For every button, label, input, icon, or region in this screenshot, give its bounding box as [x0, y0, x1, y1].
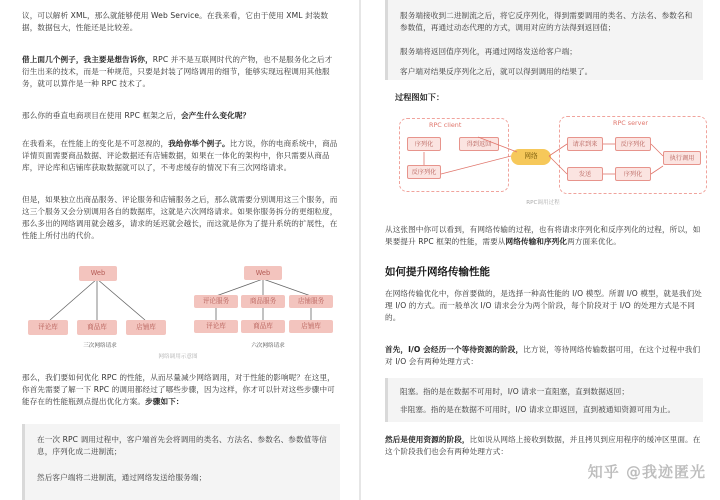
paragraph-rpc-definition [22, 54, 340, 90]
diagram1-store-box: 店铺库 [126, 320, 166, 335]
text-rest: RPC 并不是互联网时代的产物，也不是服务化之后才衍生出来的技术，而是一种规范，只要是封装了网络调用的细节，能够实现远程调用其他服务，就可以算作是一种 RPC 技术了。 [22, 55, 333, 88]
paragraph-io-model: 在网络传输优化中，你首要做的，是选择一种高性能的 I/O 模型。所谓 I/O 模型，就是我们处理 I/O 的方式。而一般单次 I/O 请求会分为两个阶段，每个阶段对于 I/O 的处理方式是不同的。 [385, 289, 702, 322]
bold-lead: 借上面几个例子，我主要是想告诉你， [22, 55, 153, 64]
client-box: 反序列化 [407, 165, 441, 179]
paragraph-flow-summary [385, 224, 703, 248]
paragraph-use-stage [385, 434, 703, 458]
diagram2-store-box: 店铺库 [289, 320, 333, 333]
diagram1-store-box: 评论库 [28, 320, 68, 335]
quote-nonblocking: 非阻塞。指的是在数据不可用时，I/O 请求立即返回，直到被通知资源可用为止。 [400, 405, 676, 414]
text-pre: 在我看来，在性能上的变化是不可忽视的， [22, 139, 169, 148]
quote-block [22, 424, 340, 500]
server-box: 反序列化 [615, 137, 651, 151]
quote-step1: 在一次 RPC 调用过程中，客户端首先会将调用的类名、方法名、参数名、参数值等信息，序列化成二进制流； [37, 435, 327, 456]
server-box: 发送 [567, 167, 603, 181]
text-pre: 从这张图中你可以看到，有网络传输的过程，也有将请求序列化和反序列化的过程，所以，如果要提升 RPC 框架的性能，需要从 [385, 225, 701, 246]
bold-wait: 首先，I/O 会经历一个等待资源的阶段， [385, 345, 524, 354]
text-pre: 那么，我们要如何优化 RPC 的性能，从而尽量减少网络调用，对于性能的影响呢？在这里，你首先需要了解一下 RPC 的调用都经过了哪些步骤，因为这样，你才可以针对这些步骤中可能存在的性能瓶颈点提出优化方案。 [22, 373, 335, 406]
paragraph-optimize [22, 372, 340, 408]
quote-step4: 服务端将返回值序列化，再通过网络发送给客户端； [400, 47, 577, 56]
text-post: 两方面来优化。 [567, 237, 621, 246]
diagram2-service-box: 商品服务 [241, 295, 285, 308]
bold-example: 我给你举个例子。 [168, 139, 230, 148]
bold-question: 会产生什么变化呢？ [180, 111, 251, 120]
quote-step5: 客户端对结果反序列化之后，就可以得到调用的结果了。 [400, 67, 593, 76]
diagram-watermark: 网络调用示意图 [158, 354, 198, 360]
quote-step3: 服务端接收到二进制流之后，将它反序列化，得到需要调用的类名、方法名、参数名和参数值，再通过动态代理的方式，调用对应的方法得到返回值； [400, 11, 693, 32]
bold-optimize: 网络传输和序列化 [505, 237, 568, 246]
process-title: 过程图如下： [395, 92, 445, 102]
diagram1-caption: 三次网络请求 [83, 343, 117, 349]
section-heading: 如何提升网络传输性能 [385, 266, 490, 278]
client-box: 序列化 [407, 137, 441, 151]
bold-use: 然后是使用资源的阶段， [385, 435, 470, 444]
flow-arrows [399, 116, 709, 196]
diagram2-store-box: 评论库 [194, 320, 238, 333]
flow-caption: RPC调用过程 [526, 200, 560, 206]
paragraph-six-requests: 但是，如果独立出商品服务、评论服务和店铺服务之后，那么就需要分别调用这三个服务，而这三个服务又会分别调用各自的数据库，这就是六次网络请求。如果你服务拆分的更细粒度，那么多出的网络调用就会越多，请求的延迟就会越长，而这就是你为了提升系统的扩展性，在性能上所付出的代价。 [22, 195, 338, 240]
text-rest: 比方说，你的电商系统中，商品详情页面需要商品数据、评论数据还有店铺数据，如果在一体化的架构中，你只需要从商品库，评论库和店铺库获取数据就可以了，不考虑缓存的情况下有三次网络请求。 [22, 139, 338, 172]
paragraph-example [22, 138, 340, 174]
network-cloud: 网络 [511, 149, 551, 165]
text-rest: 比方说，等待网络传输数据可用，在这个过程中我们对 I/O 会有两种处理方式： [385, 345, 701, 366]
diagram2-caption: 六次网络请求 [251, 343, 285, 349]
server-box: 执行调用 [663, 151, 701, 165]
text-rest: 比如说从网络上接收到数据，并且拷贝到应用程序的缓冲区里面。在这个阶段我们也会有两种处理方式： [385, 435, 701, 456]
server-box: 请求到来 [567, 137, 603, 151]
client-label: RPC client [429, 121, 462, 129]
server-box: 序列化 [615, 167, 651, 181]
paragraph-question [22, 110, 340, 122]
diagram2-service-box: 评论服务 [194, 295, 238, 308]
server-label: RPC server [613, 119, 649, 127]
left-page [0, 0, 357, 500]
page-divider [359, 0, 361, 500]
paragraph-wait-stage [385, 344, 703, 368]
zhihu-watermark: 知乎 @我迹匿光 [587, 463, 706, 481]
paragraph-xml: 议，可以解析 XML，那么就能够使用 Web Service。在我来看，它由于使用 XML 封装数据，数据包大，性能还是比较差。 [22, 11, 329, 32]
diagram2-service-box: 店铺服务 [289, 295, 333, 308]
quote-step2: 然后客户端将二进制流，通过网络发送给服务端； [37, 473, 207, 482]
diagram2-store-box: 商品库 [241, 320, 285, 333]
client-box: 得到返回 [459, 137, 499, 151]
quote-io-modes [385, 378, 703, 422]
right-page [363, 0, 720, 500]
text-pre: 那么你的垂直电商项目在使用 RPC 框架之后， [22, 111, 181, 120]
diagram1-web-box: Web [79, 266, 117, 281]
quote-block-continued [385, 0, 703, 80]
quote-blocking: 阻塞。指的是在数据不可用时，I/O 请求一直阻塞，直到数据返回； [400, 387, 630, 396]
diagram1-store-box: 商品库 [77, 320, 117, 335]
bold-steps: 步骤如下： [145, 397, 184, 406]
diagram2-web-box: Web [244, 266, 282, 280]
